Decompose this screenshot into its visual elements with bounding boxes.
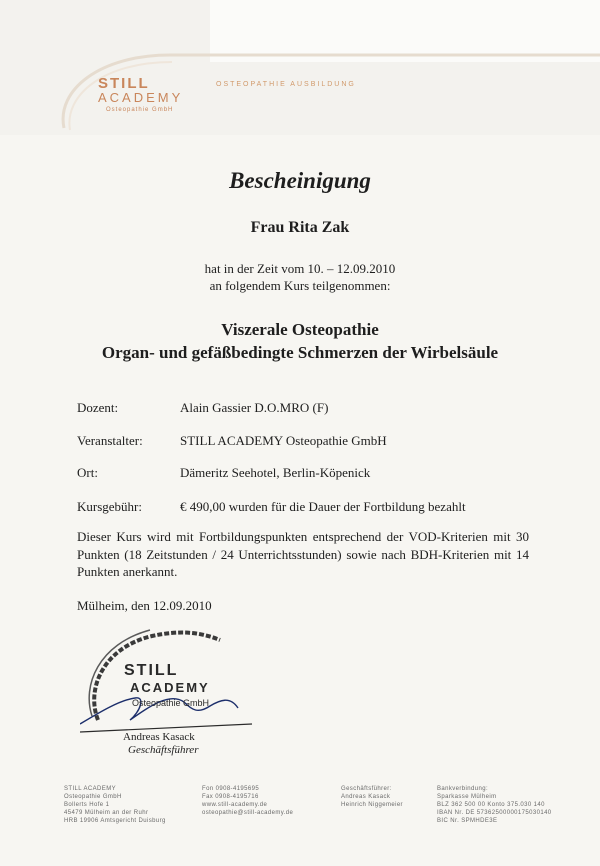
footer-line: Fax 0908-4195716 (202, 794, 259, 800)
footer-bank (437, 785, 552, 825)
footer-line: BLZ 362 500 00 Konto 375.030 140 (437, 802, 545, 808)
intro-line: an folgendem Kurs teilgenommen: (209, 278, 391, 293)
footer-line: Bankverbindung: (437, 786, 489, 792)
footer-line: IBAN Nr. DE 57362500000175030140 (437, 810, 552, 816)
header-tagline: OSTEOPATHIE AUSBILDUNG (216, 81, 356, 88)
stamp-subtitle: Osteopathie GmbH (132, 698, 210, 708)
footer-line: Bollerts Hofe 1 (64, 802, 110, 808)
recipient-name: Frau Rita Zak (250, 219, 350, 236)
course-line: Organ- und gefäßbedingte Schmerzen der Wirbelsäule (101, 343, 499, 362)
detail-value: STILL ACADEMY Osteopathie GmbH (180, 433, 387, 448)
detail-label: Dozent: (77, 400, 119, 415)
footer-line: Osteopathie GmbH (64, 794, 122, 800)
stamp-still: STILL (124, 662, 179, 679)
footer-line: HRB 19906 Amtsgericht Duisburg (64, 818, 166, 824)
footer-line: BIC Nr. SPMHDE3E (437, 818, 498, 824)
signer-name: Andreas Kasack (123, 731, 195, 743)
detail-label: Ort: (77, 465, 98, 480)
logo-subtitle: Osteopathie GmbH (106, 107, 174, 113)
footer-line: STILL ACADEMY (64, 786, 116, 792)
detail-label: Veranstalter: (77, 433, 143, 448)
detail-value: € 490,00 wurden für die Dauer der Fortbildung bezahlt (180, 499, 466, 514)
footer-management (341, 785, 403, 809)
credits-paragraph: Dieser Kurs wird mit Fortbildungspunkten entsprechend der VOD-Kriterien mit 30 Punkten (18 Zeitstunden / 24 Unterrichtsstunden) sowie nach BDH-Kriterien mit 14 Punkten anerkannt. (77, 529, 529, 579)
place-date: Mülheim, den 12.09.2010 (77, 598, 212, 613)
letterhead (0, 0, 600, 135)
footer-line: Andreas Kasack (341, 794, 391, 800)
document-title: Bescheinigung (229, 168, 371, 193)
footer-line: www.still-academy.de (202, 802, 268, 808)
signer-role: Geschäftsführer (128, 744, 199, 756)
footer-line: 45479 Mülheim an der Ruhr (64, 810, 149, 816)
detail-value: Dämeritz Seehotel, Berlin-Köpenick (180, 465, 371, 480)
footer-line: Fon 0908-4195695 (202, 786, 260, 792)
footer-line: Sparkasse Mülheim (437, 794, 497, 800)
stamp-academy: ACADEMY (130, 680, 210, 695)
logo-academy: ACADEMY (98, 90, 184, 105)
course-title (0, 318, 600, 364)
detail-label: Kursgebühr: (77, 499, 142, 514)
footer-line: Geschäftsführer: (341, 786, 392, 792)
course-line: Viszerale Osteopathie (221, 320, 379, 339)
intro-text (0, 260, 600, 294)
logo-still: STILL (98, 75, 150, 92)
footer-line: Heinrich Niggemeier (341, 802, 403, 808)
footer-line: osteopathie@still-academy.de (202, 810, 294, 816)
footer-contact (202, 785, 293, 817)
footer-address (64, 785, 166, 825)
detail-value: Alain Gassier D.O.MRO (F) (180, 400, 329, 415)
intro-line: hat in der Zeit vom 10. – 12.09.2010 (204, 261, 396, 276)
letterhead-swoosh (0, 0, 600, 135)
